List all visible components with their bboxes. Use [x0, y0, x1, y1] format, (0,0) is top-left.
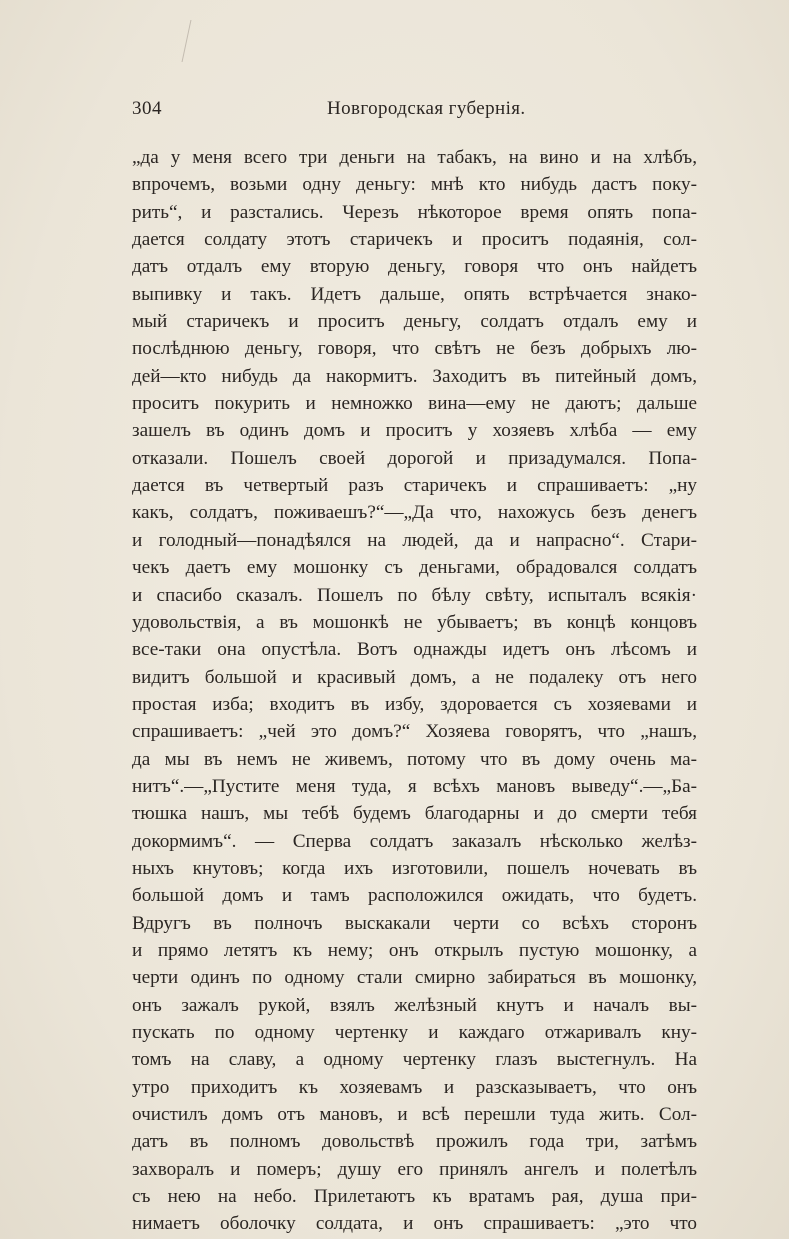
text-line: чекъ даетъ ему мошонку съ деньгами, обрадовался солдатъ	[132, 557, 697, 579]
text-line: докормимъ“. — Сперва солдатъ заказалъ нѣсколько желѣз-	[132, 830, 697, 852]
text-line: спрашиваетъ: „чей это домъ?“ Хозяева говорятъ, что „нашъ,	[132, 721, 697, 743]
text-line: зашелъ въ одинъ домъ и проситъ у хозяевъ хлѣба — ему	[132, 420, 697, 442]
text-line: „да у меня всего три деньги на табакъ, на вино и на хлѣбъ,	[132, 147, 697, 168]
text-line: удовольствія, а въ мошонкѣ не убываетъ; въ концѣ концовъ	[132, 611, 697, 633]
body-text	[132, 144, 697, 1238]
text-line: нитъ“.—„Пустите меня туда, я всѣхъ мановъ выведу“.—„Ба-	[132, 775, 697, 797]
text-line: захворалъ и померъ; душу его принялъ ангелъ и полетѣлъ	[132, 1158, 697, 1180]
text-line: впрочемъ, возьми одну деньгу: мнѣ кто нибудь дастъ поку-	[132, 174, 697, 196]
text-line: датъ отдалъ ему вторую деньгу, говоря что онъ найдетъ	[132, 256, 697, 278]
text-line: рить“, и разстались. Черезъ нѣкоторое время опять попа-	[132, 201, 697, 223]
text-line: большой домъ и тамъ расположился ожидать, что будетъ.	[132, 885, 697, 907]
text-line: дей—кто нибудь да накормитъ. Заходитъ въ питейный домъ,	[132, 365, 697, 387]
text-line: датъ въ полномъ довольствѣ прожилъ года три, затѣмъ	[132, 1131, 697, 1153]
text-line: утро приходитъ къ хозяевамъ и разсказываетъ, что онъ	[132, 1076, 697, 1098]
text-line: дается въ четвертый разъ старичекъ и спрашиваетъ: „ну	[132, 475, 697, 497]
text-line: проситъ покурить и немножко вина—ему не даютъ; дальше	[132, 393, 697, 415]
text-line: и прямо летятъ къ нему; онъ открылъ пустую мошонку, а	[132, 939, 697, 961]
running-head: Новгородская губернія.	[327, 98, 526, 119]
text-line: нимаетъ оболочку солдата, и онъ спрашиваетъ: „это что	[132, 1213, 697, 1235]
text-line: какъ, солдатъ, поживаешъ?“—„Да что, нахожусь безъ денегъ	[132, 502, 697, 524]
text-line: да мы въ немъ не живемъ, потому что въ дому очень ма-	[132, 748, 697, 770]
page-header	[132, 98, 695, 130]
text-line: выпивку и такъ. Идетъ дальше, опять встрѣчается знако-	[132, 283, 697, 305]
text-line: пускать по одному чертенку и каждаго отжаривалъ кну-	[132, 1022, 697, 1043]
text-line: очистилъ домъ отъ мановъ, и всѣ перешли туда жить. Сол-	[132, 1104, 697, 1126]
text-line: дается солдату этотъ старичекъ и проситъ подаянія, сол-	[132, 229, 697, 251]
text-line: онъ зажалъ рукой, взялъ желѣзный кнутъ и началъ вы-	[132, 994, 697, 1016]
text-line: тюшка нашъ, мы тебѣ будемъ благодарны и до смерти тебя	[132, 803, 697, 825]
text-line: черти одинъ по одному стали смирно забираться въ мошонку,	[132, 967, 697, 989]
text-line: и голодный—понадѣялся на людей, да и напрасно“. Стари-	[132, 529, 697, 551]
text-line: простая изба; входитъ въ избу, здоровается съ хозяевами и	[132, 693, 697, 715]
text-line: Вдругъ въ полночъ выскакали черти со всѣхъ сторонъ	[132, 912, 697, 934]
text-line: отказали. Пошелъ своей дорогой и призадумался. Попа-	[132, 447, 697, 469]
text-line: все-таки она опустѣла. Вотъ однажды идетъ онъ лѣсомъ и	[132, 639, 697, 661]
scan-mark	[182, 20, 194, 62]
text-line: видитъ большой и красивый домъ, а не подалеку отъ него	[132, 666, 697, 688]
text-line: ныхъ кнутовъ; когда ихъ изготовили, пошелъ ночевать въ	[132, 857, 697, 879]
text-line: и спасибо сказалъ. Пошелъ по бѣлу свѣту, испыталъ всякія·	[132, 584, 697, 606]
text-line: послѣднюю деньгу, говоря, что свѣтъ не безъ добрыхъ лю-	[132, 338, 697, 360]
page-number: 304	[132, 98, 162, 119]
text-line: томъ на славу, а одному чертенку глазъ выстегнулъ. На	[132, 1049, 697, 1071]
text-line: съ нею на небо. Прилетаютъ къ вратамъ рая, душа при-	[132, 1186, 697, 1208]
text-line: мый старичекъ и проситъ деньгу, солдатъ отдалъ ему и	[132, 311, 697, 333]
